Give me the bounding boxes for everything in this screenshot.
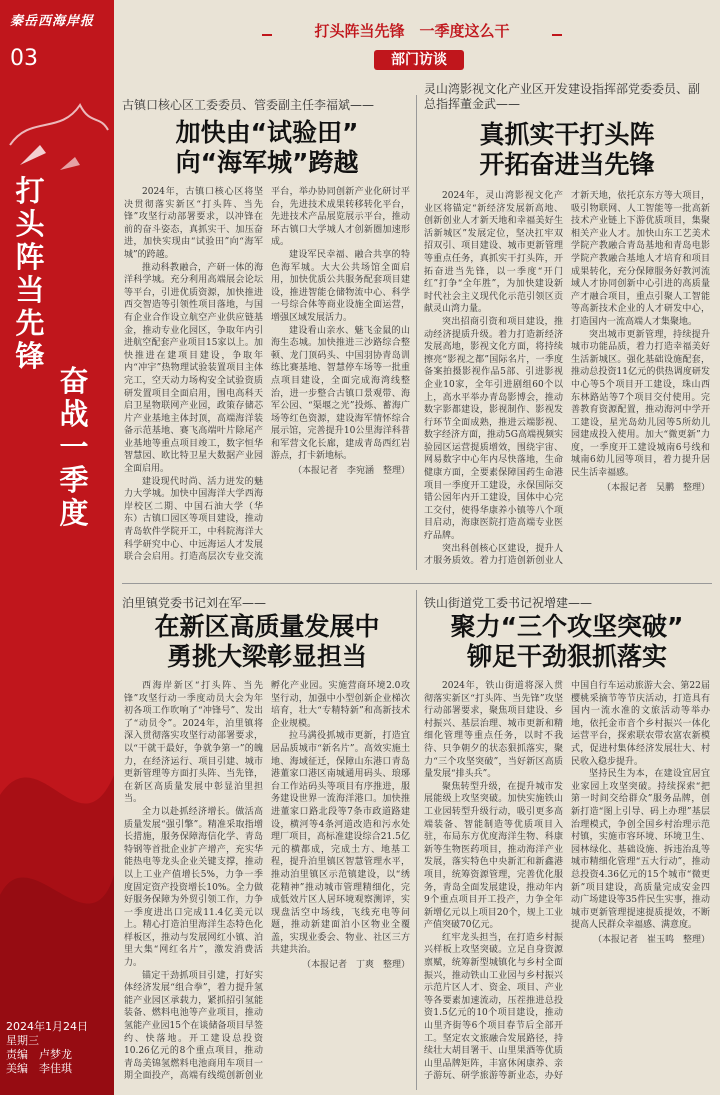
- article-1-byline: （本报记者 李宛涵 整理）: [292, 466, 410, 477]
- masthead: 秦岳西海岸报: [10, 14, 95, 29]
- article-3-kicker: 泊里镇党委书记刘在军——: [122, 596, 267, 610]
- article-3-paragraph: 锚定干劲抓项目引建，打好实体经济发展“组合拳”，着力提升氢能产业园区承载力，紧抓招引氢能装备、燃料电池等产业项目，推动氢能产业园15个在谈储备项目早签约、快落地。开工建设总投资10.26亿元的8个重点项目，推动青岛美锦氢燃料电池商用车项目一期全面投产，高端有线缆创新创业孵化产业园。实施营商环境2.0攻坚行动，加强中小型创新企业梯次培育，壮大“专精特新”和高新技术企业规模。: [124, 681, 410, 1082]
- article-4-headline-line1: 聚力“三个攻坚突破”: [450, 612, 684, 641]
- article-2-paragraph: 突出科创核心区建设，提升人才服务质效。着力打造创新创业人才新天地，依托京东方等大项目，吸引物联网、人工智能等一批高新技术产业链上下游优质项目，集聚相关产业人才。加快山东工艺美术学院产教融合青岛基地和青岛电影学院产教融合基地人才培育和项目成果转化，充分保障服务好教河流域人才协同创新中心引进的高质量产才融合项目，重点引聚人工智能等高新技术企业的人才研发中心，打造国内一流高端人才集聚地。: [424, 191, 710, 567]
- article-4-byline: （本报记者 崔玉鸣 整理）: [592, 934, 710, 945]
- article-1-headline-line2: 向“海军城”跨越: [175, 148, 359, 177]
- article-2-paragraph: 2024年，灵山湾影视文化产业区将锚定“新经济发展新高地、创新创业人才新天地和幸福美好生活新城区”发展定位，坚决扛牢双招双引、项目建设、城市更新管理等重点任务，真抓实干打头阵，开拓奋进当先锋，以一季度“开门红”打争“全年胜”，为加快建设新时代社会主义现代化示范引领区贡献灵山湾力量。: [424, 191, 563, 315]
- article-3-headline-line2: 勇挑大梁彰显担当: [166, 642, 367, 671]
- article-2-headline-line1: 真抓实干打头阵: [479, 120, 655, 149]
- column-divider-bottom: [416, 590, 417, 1090]
- vertical-title-1: 打头阵当先锋: [15, 174, 45, 373]
- article-4-kicker: 铁山街道党工委书记祝增建——: [424, 596, 593, 610]
- article-2-kicker: 灵山湾影视文化产业区开发建设指挥部党委委员、副总指挥董金武——: [424, 82, 701, 111]
- article-3-body: [124, 680, 410, 1090]
- article-1-paragraph: 2024年，古镇口核心区将坚决贯彻落实新区“打头阵、当先锋”攻坚行动部署要求，以冲锋在前的奋斗姿态，真抓实干、加压奋进，加快实现由“试验田”向“海军城”的跨越。: [124, 187, 263, 260]
- editor-credit: 责编 卢梦龙: [6, 1048, 72, 1061]
- edition-weekday: 星期三: [6, 1034, 39, 1047]
- column-divider-top: [416, 95, 417, 570]
- banner-title: 打头阵当先锋 一季度这么干: [272, 20, 552, 41]
- designer-credit: 美编 李佳琪: [6, 1062, 72, 1075]
- article-4-headline-line2: 铆足干劲狠抓落实: [466, 642, 667, 671]
- section-divider: [122, 583, 712, 584]
- article-4-body: [424, 680, 710, 1090]
- article-3-paragraph: 拉马满役抓城市更新，打造宜居品质城市“新名片”。高效实施土地、海域征迁，保障山东港口青岛港董家口港区南城通用码头、琅琊台工作站码头等项目有序推进，服务建设世界一流海洋港口。加快推进董家口路北段等7条市政道路建设，横河等4条河道改造和污水处理厂项目，高标准建设综合21.5亿元的横都成，完成土方、地基工程，提升泊里镇区智慧管理水平，推动泊里镇区示范镇建设，以“绣花精神”推动城市管理精细化，完成低效片区人居环境观察测评，实现盘活空中场线，飞线充电等问题，推动新建面泊小区物业全覆盖，实现业委会、物业、社区三方共建共治。: [271, 731, 410, 956]
- article-1-paragraph: 推动科教融合，产研一体的海洋科学城。充分利用高端展会论坛等平台，引进优质资源，加快推进西交智造等引领性项目落地，与国有企业合作设立航空产业供应链基金，推动专业化园区，争取年内引进航空配套产业项目15家以上。加快推进在建项目建设，争取年内“冲宇”热物理试验装置项目主体完工，空天动力场构安全试验资质研发置项目全面启用，围电高科天启卫星物联网产业园，政策存储芯片产业基地主体封顶，高端海洋装备示范基地、赛飞高端叶片除尾产业基地等重点项目竣工，数字恒华智慧园、欧比特卫星大数据产业园全面启用。: [124, 262, 263, 475]
- article-3-paragraph: 全力以赴抓经济增长。做活高质量发展“强引擎”。精准采取指增长措施，服务保障海信化学、青岛特钢等首批企业扩产增产，充实华能热电等龙头企业关键支撑，推动以上工业产值增长5%，力争一季度固定资产投资增长10%。全力做好服务保障为外贸引领工作，力争一季度进出口完成11.4亿美元以上。精心打造泊里海洋生态特色化样板区，推动与发展网红小镇、泊里大集“网红名片”，激发消费活力。: [124, 806, 263, 969]
- article-1-headline-line1: 加快由“试验田”: [175, 118, 359, 147]
- article-2-paragraph: 突出城市更新管理，持续提升城市功能品质，着力打造幸福美好生活新城区。强化基础设施配套，推动总投资11亿元的供热调度研发中心等5个项目开工建设，珠山西东林路站等7个项目交付使用。完善教育资源配置，推动海河中学开工建设，星光岛幼儿园等5所幼儿园建成投入使用。加大“微更新”力度，一季度开工建设城南6号线和城南6幼儿园等项目，着力提升居民生活幸福感。: [571, 329, 710, 479]
- article-1-paragraph: 建设看山亲水、魅飞金鼠的山海生态城。加快推进三沙路综合整顿、龙门顶码头、中国羽协青岛训练比赛基地、智慧停车场等一批重点项目建设，全面完成海湾线整治，进一步整合古镇口景观带、海军公园、“渠堰之光”投烁、蓄海广场等红色资源，建设海军情怀综合展示馆，完善提升10公里海洋科普和军营文化长廊，建成青岛西红岩游点，打卡新地标。: [271, 325, 410, 462]
- article-1-paragraph: 建设现代时尚、活力迸发的魅力大学城。加快中国海洋大学西海岸校区二期、中国石油大学（华东）古镇口园区等项目建设，推动青岛软件学院开工，中科院海洋大科学研究中心、中远海运人才发展联合会启用。打造高层次专业交流平台，举办协同创新产业化研讨平台，先进技术成果转移转化平台，先进技术产品展览展示平台，推动环古镇口大学城人才创新圈加速形成。: [124, 187, 410, 563]
- banner-subtitle: 部门访谈: [374, 50, 464, 70]
- article-1-paragraph: 建设军民幸福、融合共享的特色海军城。大大公共场馆全面启用，加快优质公共服务配套项目建设，推进智能仓储物流中心、科学一号综合体等商业设施全面运营，增强区域发展活力。: [271, 249, 410, 323]
- article-1-kicker: 古镇口核心区工委委员、管委副主任李福斌——: [122, 98, 375, 112]
- wave-decoration: [0, 535, 114, 1095]
- article-2-body: [424, 190, 710, 570]
- edition-date: 2024年1月24日: [6, 1020, 88, 1033]
- article-4-paragraph: 坚持民生为本，在建设宜居宜业家园上攻坚突破。持续探索“把第一时间交给群众”服务品牌，创新打造“图上引导、码上办理”基层治理模式，争创全国乡村治理示范村镇，实施市容环境、环境卫生、园林绿化、基础设施、拆违治乱等城市精细化管理“五大行动”，推动总投资4.36亿元的15个城市“微更新”项目建设，高质量完成安金四动广场建设等35件民生实事，推动城市更新管理提速提质提效，不断提高人民群众幸福感、满意度。: [571, 769, 710, 931]
- article-3-paragraph: 西海岸新区“打头阵、当先锋”攻坚行动一季度动员大会为年初各项工作吹响了“冲锋号”、发出了“动员令”。2024年，泊里镇将深入贯彻落实攻坚行动部署要求，以“干就干最好，争就争第一”的魄力，在经济运行、项目引建、城市更新管理等方面打头阵、当先锋，在新区高质量发展中彰显泊里担当。: [124, 681, 263, 805]
- article-2-headline-line2: 开拓奋进当先锋: [479, 150, 655, 179]
- article-4-headline: [424, 612, 710, 672]
- article-4-paragraph: 2024年，铁山街道将深入贯彻落实新区“打头阵、当先锋”攻坚行动部署要求，聚焦项目建设、乡村振兴、基层治理、城市更新和精细化管理等重点任务，以时不我待、只争朝夕的状态狠抓落实，聚力“三个攻坚突破”，当好新区高质量发展“排头兵”。: [424, 681, 563, 780]
- article-3-byline: （本报记者 丁爽 整理）: [301, 960, 410, 971]
- article-4-paragraph: 红牢龙头担当，在打造乡村振兴样板上攻坚突破。立足自身资源禀赋，统筹新型城镇化与乡村全面振兴，推动铁山工业园与乡村振兴示范片区人才、资金、项目、产业等各要素加速流动，压茬推进总投资1.5亿元的10个项目建设，推动山里齐街等6个项目春节后全部开工。坚定农文旅融合发展路径，持续壮大胡目署干、山里果酒等优质山里品牌矩阵，丰富休闲康养、亲子游玩、研学旅游等新业态，办好中国自行车运动旅游大会、第22届樱桃采摘节等节庆活动，打造具有国内一流水准的文旅活动等举办地，依托金市音个乡村振兴一体化运营平台，探索联农带农富农新模式，促进村集体经济发展壮大、村民收入稳步提升。: [424, 681, 710, 1082]
- sidebar: [0, 0, 114, 1095]
- article-2-headline: [424, 120, 710, 180]
- article-1-headline: [122, 118, 412, 178]
- article-4-paragraph: 聚焦转型升级，在提升城市发展能级上攻坚突破。加快实施铁山工业园转型升级行动，吸引更多高端装备、智能制造等优质项目入驻，布局东方优度海洋生物、科康新等生物医药项目，推动海洋产业发展，落实特色中央新汇和新鑫港项目，统筹资源管理，完善优化服务，青岛全面发展建设，推动年内9个重点项目开工投产，力争全年新增亿元以上项目20个，规上工业产值突破70亿元。: [424, 781, 563, 931]
- article-2-paragraph: 突出招商引资和项目建设，推动经济提质升级。着力打造新经济发展高地，影视文化方面，将持续擦亮“影视之都”国际名片，一季度备案拍摄影视作品5部、引进影视企业10家，全年引进剧组60个以上，高水平举办青岛影博会，推动数字影都建设，影视制作、影视发行环节全面成熟，推进云端影视、数字经济方面，推动5G高端视频实验园区运营提质增效，围绕宇宙、网易数字中心年内尽快落地，生命健康方面，全要素保障国药生命港项目一季度开工建设，永保国际交错公园年内开工建设，国体中心完工交付，使得华康养小镇等八个项目启动，海康医院打造高端专业医疗品牌。: [424, 316, 563, 542]
- page-number: 03: [10, 46, 38, 71]
- section-banner: [262, 18, 562, 80]
- article-1-body: [124, 186, 410, 570]
- vertical-title-2: 奋战一季度: [59, 364, 89, 530]
- article-3-headline-line1: 在新区高质量发展中: [154, 612, 380, 641]
- article-2-byline: （本报记者 吴鹏 整理）: [601, 482, 710, 493]
- edition-meta: [6, 1020, 88, 1076]
- article-3-headline: [122, 612, 412, 672]
